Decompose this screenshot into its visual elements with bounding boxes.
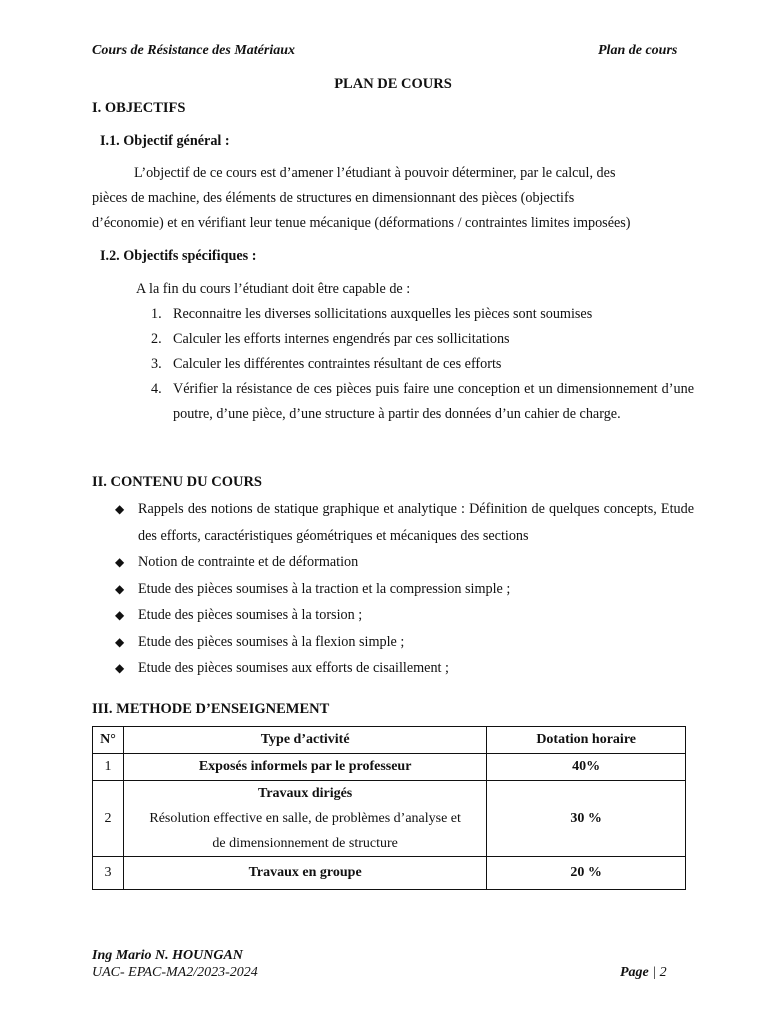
objectif-item: 1. Reconnaitre les diverses sollicitations auxquelles les pièces sont soumises xyxy=(151,306,593,322)
objectif-item: 2. Calculer les efforts internes engendrés par ces sollicitations xyxy=(151,331,510,347)
cell-activity xyxy=(123,781,486,857)
diamond-bullet-icon: ◆ xyxy=(115,555,125,569)
section-methode-heading: III. METHODE D’ENSEIGNEMENT xyxy=(92,701,330,717)
paragraph-line: pièces de machine, des éléments de structures en dimensionnant des pièces (objectifs xyxy=(92,190,575,206)
activity-description-line: Résolution effective en salle, de problèmes d’analyse et xyxy=(149,811,461,826)
objectif-general-paragraph xyxy=(92,161,694,236)
contenu-item: ◆ Etude des pièces soumises à la torsion ; xyxy=(110,602,694,629)
cell-activity: Travaux en groupe xyxy=(123,857,486,890)
paragraph-line: L’objectif de ce cours est d’amener l’étudiant à pouvoir déterminer, par le calcul, des xyxy=(134,165,616,181)
objectifs-list xyxy=(140,302,694,427)
contenu-item: ◆ Notion de contrainte et de déformation xyxy=(110,549,694,576)
objectifs-intro: A la fin du cours l’étudiant doit être capable de : xyxy=(136,281,411,297)
diamond-bullet-icon: ◆ xyxy=(115,502,125,516)
cell-dotation: 30 % xyxy=(487,781,686,857)
table-row xyxy=(93,754,686,781)
footer-page-number: Page | 2 xyxy=(620,965,667,980)
diamond-bullet-icon: ◆ xyxy=(115,581,125,596)
activity-title: Travaux dirigés xyxy=(258,786,353,801)
table-row xyxy=(93,781,686,857)
contenu-item: ◆ Etude des pièces soumises aux efforts de cisaillement ; xyxy=(110,655,694,682)
paragraph-line: d’économie) et en vérifiant leur tenue mécanique (déformations / contraintes limites imposées) xyxy=(92,215,631,231)
cell-number: 1 xyxy=(93,754,124,781)
cell-dotation: 40% xyxy=(487,754,686,781)
diamond-bullet-icon: ◆ xyxy=(115,608,125,622)
diamond-bullet-icon: ◆ xyxy=(115,661,125,675)
contenu-item: ◆ Etude des pièces soumises à la traction et la compression simple ; xyxy=(110,576,694,603)
column-header-number: N° xyxy=(93,727,124,754)
contenu-item: ◆ Rappels des notions de statique graphique et analytique : Définition de quelques concepts, Etude des efforts, caractéristiques géométriques et mécaniques des sections xyxy=(110,496,694,549)
objectifs-specifiques-heading: I.2. Objectifs spécifiques : xyxy=(100,248,257,264)
table-row xyxy=(93,857,686,890)
cell-dotation: 20 % xyxy=(487,857,686,890)
cell-activity: Exposés informels par le professeur xyxy=(123,754,486,781)
header-section-title: Plan de cours xyxy=(598,43,678,58)
contenu-list xyxy=(110,496,694,682)
activity-table xyxy=(92,726,686,890)
section-contenu-heading: II. CONTENU DU COURS xyxy=(92,474,262,490)
section-objectifs-heading: I. OBJECTIFS xyxy=(92,100,186,116)
cell-number: 2 xyxy=(93,781,124,857)
header-course-title: Cours de Résistance des Matériaux xyxy=(92,43,296,58)
cell-number: 3 xyxy=(93,857,124,890)
objectif-item: 4. Vérifier la résistance de ces pièces puis faire une conception et un dimensionnement d’une poutre, d’une pièce, d’une structure à partir des données d’un cahier de charge. xyxy=(151,381,694,422)
objectif-item: 3. Calculer les différentes contraintes résultant de ces efforts xyxy=(151,356,502,372)
footer-author: Ing Mario N. HOUNGAN xyxy=(92,948,243,963)
column-header-dotation: Dotation horaire xyxy=(487,727,686,754)
page-title: PLAN DE COURS xyxy=(334,76,452,92)
objectif-general-heading: I.1. Objectif général : xyxy=(100,133,230,149)
diamond-bullet-icon: ◆ xyxy=(115,634,125,649)
footer-institution: UAC- EPAC-MA2/2023-2024 xyxy=(92,965,258,980)
contenu-item: ◆ Etude des pièces soumises à la flexion simple ; xyxy=(110,629,694,656)
activity-description-line: de dimensionnement de structure xyxy=(212,836,398,851)
column-header-activity: Type d’activité xyxy=(123,727,486,754)
table-header-row xyxy=(93,727,686,754)
